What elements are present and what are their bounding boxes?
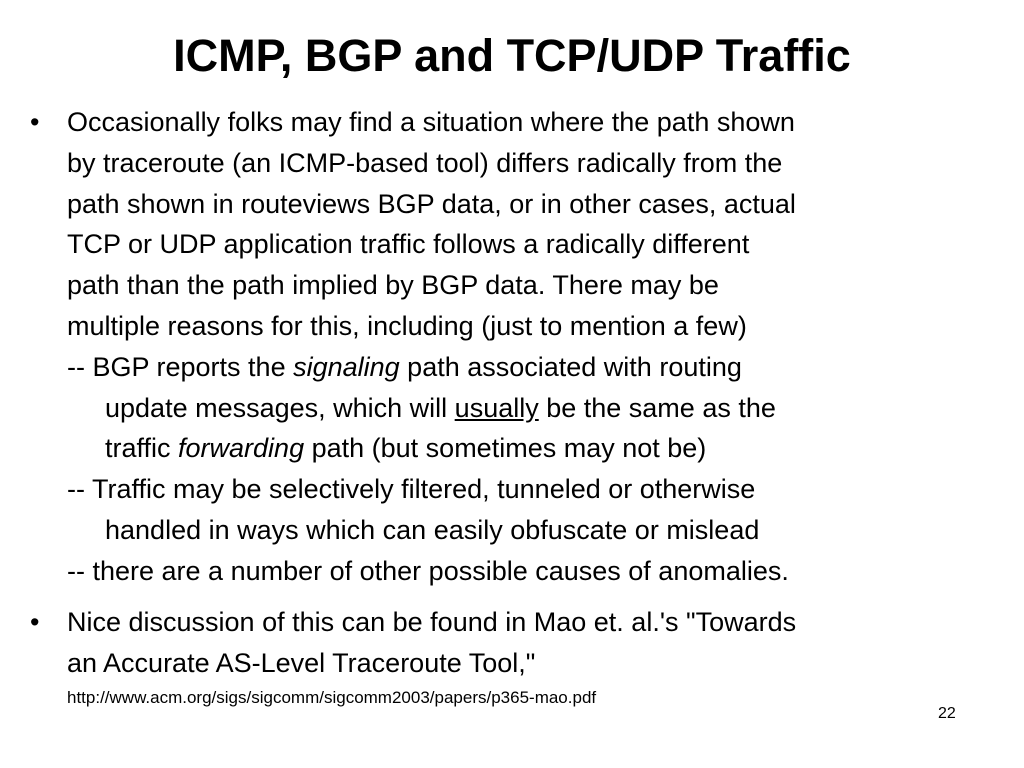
bullet-2-line-1: Nice discussion of this can be found in Mao et. al.'s "Towards: [67, 607, 797, 637]
bullet-2-line-2: an Accurate AS-Level Traceroute Tool,": [67, 647, 536, 678]
reference-url-link[interactable]: http://www.acm.org/sigs/sigcomm/sigcomm2003/papers/p365-mao.pdf: [67, 687, 597, 707]
reason-1-text: -- BGP reports the: [67, 351, 294, 382]
bullet-1-line-2: by traceroute (an ICMP-based tool) differs radically from the: [67, 147, 783, 178]
bullet-1-line-3: path shown in routeviews BGP data, or in other cases, actual: [67, 188, 796, 219]
reason-3-line-1: -- there are a number of other possible causes of anomalies.: [67, 555, 789, 586]
page-number: 22: [938, 705, 956, 722]
bullet-marker: •: [30, 107, 40, 137]
slide-title: ICMP, BGP and TCP/UDP Traffic: [173, 30, 851, 81]
reason-2-line-2: handled in ways which can easily obfuscate or mislead: [105, 514, 760, 545]
bullet-marker: •: [30, 607, 40, 637]
reason-1-underline-usually: usually: [454, 392, 539, 423]
reason-1-text: be the same as the: [538, 392, 776, 423]
reason-1-emphasis-forwarding: forwarding: [178, 433, 305, 464]
reason-1-emphasis-signaling: signaling: [293, 351, 400, 382]
bullet-1-line-6: multiple reasons for this, including (just to mention a few): [67, 310, 747, 341]
reason-1-line-2: [67, 388, 796, 429]
bullet-2-body: [67, 602, 796, 710]
bullet-1-line-4: TCP or UDP application traffic follows a radically different: [67, 229, 750, 260]
bullet-1-line-5: path than the path implied by BGP data. There may be: [67, 270, 719, 301]
bullet-1-line-1: Occasionally folks may find a situation where the path shown: [67, 107, 795, 137]
reason-1-text: update messages, which will: [105, 392, 455, 423]
reason-1-line-1: [67, 347, 796, 388]
bullet-1-body: [67, 102, 796, 592]
reason-1-text: path (but sometimes may not be): [304, 433, 707, 464]
reason-1-text: path associated with routing: [399, 351, 742, 382]
reason-1-text: traffic: [105, 433, 179, 464]
reason-2-line-1: -- Traffic may be selectively filtered, tunneled or otherwise: [67, 474, 756, 505]
reason-1-line-3: [67, 428, 796, 469]
